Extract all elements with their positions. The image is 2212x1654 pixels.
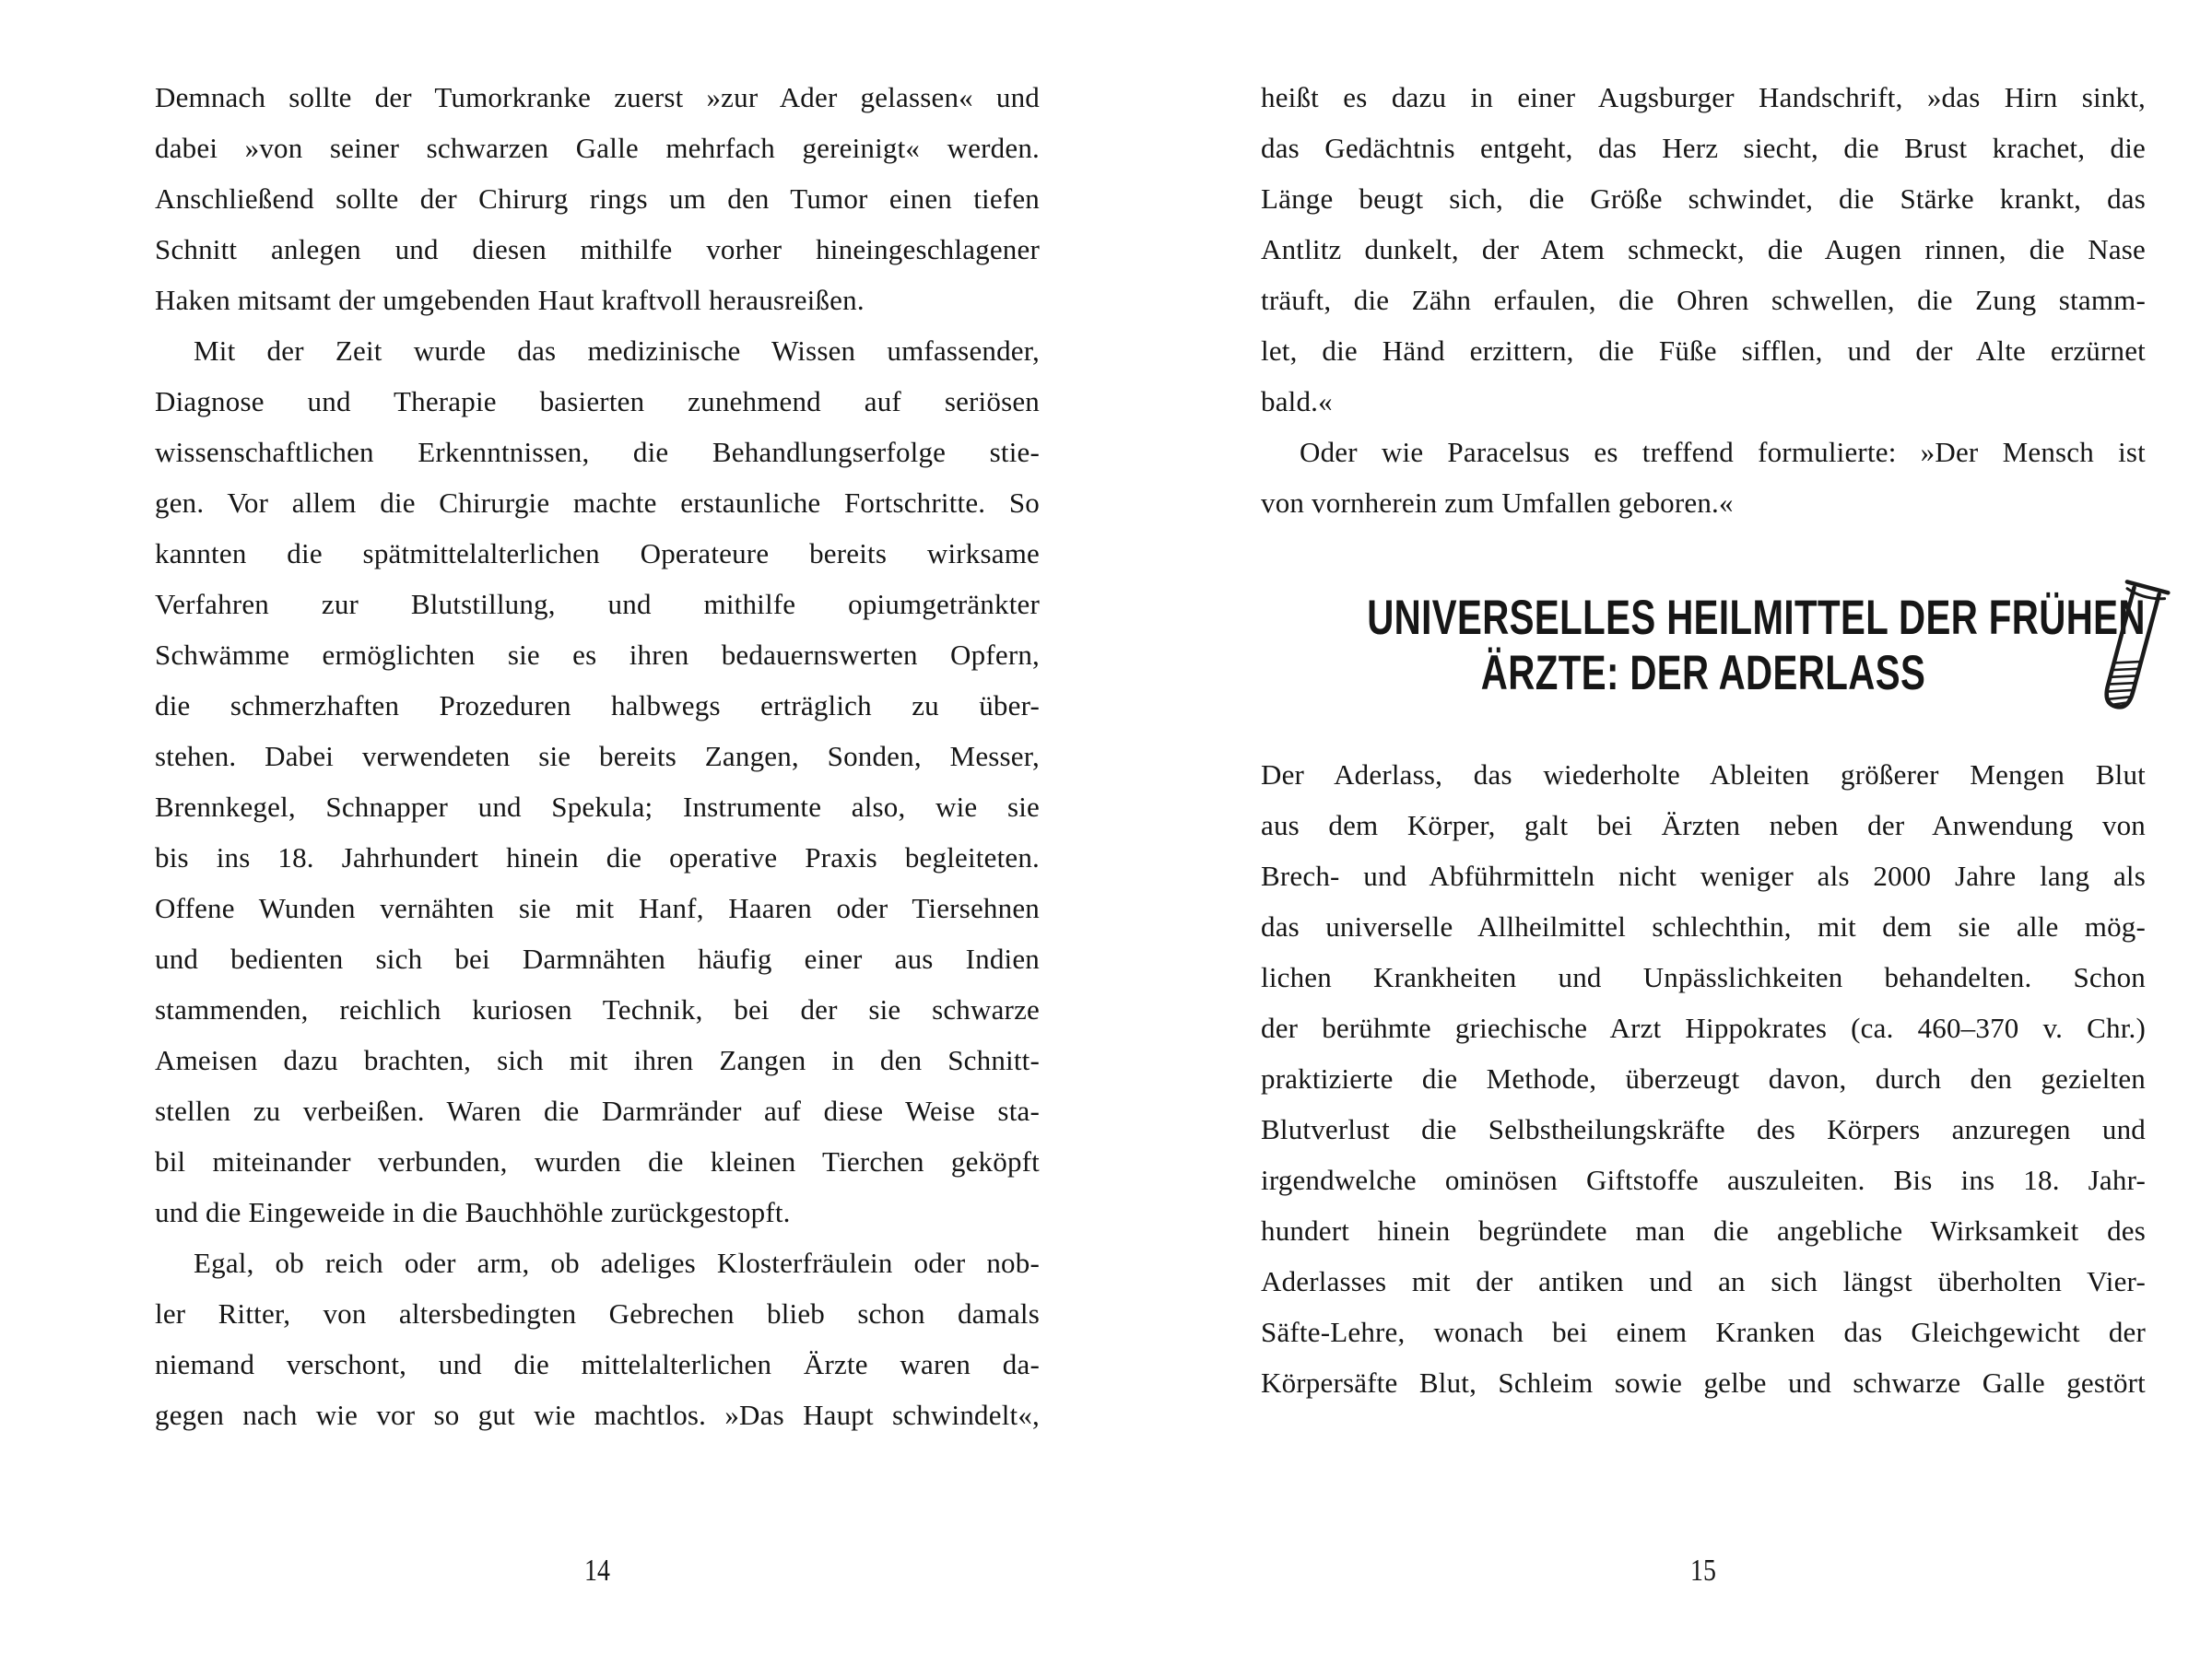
left-page-text [155,0,1040,1440]
text-line: Offene Wunden vernähten sie mit Hanf, Haaren oder Tiersehnen [155,892,1040,924]
paragraph [1261,72,2146,427]
text-line: und die Eingeweide in die Bauchhöhle zurückgestopft. [155,1196,791,1228]
text-line: heißt es dazu in einer Augsburger Handschrift, »das Hirn sinkt, [1261,81,2146,113]
page-number-left: 14 [584,1554,610,1588]
paragraph [1261,427,2146,528]
test-tube-icon [2085,570,2177,729]
text-line: die schmerzhaften Prozeduren halbwegs erträglich zu über- [155,689,1040,721]
text-line: Anschließend sollte der Chirurg rings um den Tumor einen tiefen [155,182,1040,215]
text-line: hundert hinein begründete man die angebliche Wirksamkeit des [1261,1214,2146,1247]
text-line: Brech- und Abführmitteln nicht weniger als 2000 Jahre lang als [1261,860,2146,892]
text-line: stellen zu verbeißen. Waren die Darmränder auf diese Weise sta- [155,1095,1040,1127]
text-line: Egal, ob reich oder arm, ob adeliges Klosterfräulein oder nob- [194,1247,1040,1279]
text-line: Körpersäfte Blut, Schleim sowie gelbe und schwarze Galle gestört [1261,1367,2146,1399]
text-line: wissenschaftlichen Erkenntnissen, die Behandlungserfolge stie- [155,436,1040,468]
section-heading [1261,591,2146,701]
paragraph [155,72,1040,325]
text-line: ler Ritter, von altersbedingten Gebrechen blieb schon damals [155,1297,1040,1330]
text-line: das Gedächtnis entgeht, das Herz siecht, die Brust krachet, die [1261,132,2146,164]
text-line: bil miteinander verbunden, wurden die kleinen Tierchen geköpft [155,1145,1040,1178]
right-page-text-top [1261,0,2146,528]
text-line: Haken mitsamt der umgebenden Haut kraftvoll herausreißen. [155,284,865,316]
paragraph [1261,749,2146,1408]
text-line: let, die Händ erzittern, die Füße sifflen, und der Alte erzürnet [1261,334,2146,367]
text-line: bald.« [1261,385,1333,417]
text-line: träuft, die Zähn erfaulen, die Ohren schwellen, die Zung stamm- [1261,284,2146,316]
section-heading-line-2: ÄRZTE: DER ADERLASS [1480,646,1926,700]
paragraph [155,325,1040,1238]
text-line: Der Aderlass, das wiederholte Ableiten größerer Mengen Blut [1261,758,2146,791]
text-line: der berühmte griechische Arzt Hippokrates (ca. 460–370 v. Chr.) [1261,1012,2146,1044]
text-line: Schnitt anlegen und diesen mithilfe vorher hineingeschlagener [155,233,1040,265]
text-line: gegen nach wie vor so gut wie machtlos. »Das Haupt schwindelt«, [155,1399,1040,1431]
text-line: stehen. Dabei verwendeten sie bereits Zangen, Sonden, Messer, [155,740,1040,772]
right-page [1261,0,2146,1654]
text-line: irgendwelche ominösen Giftstoffe auszuleiten. Bis ins 18. Jahr- [1261,1164,2146,1196]
text-line: und bedienten sich bei Darmnähten häufig einer aus Indien [155,943,1040,975]
text-line: bis ins 18. Jahrhundert hinein die operative Praxis begleiteten. [155,841,1040,874]
text-line: gen. Vor allem die Chirurgie machte erstaunliche Fortschritte. So [155,487,1040,519]
section-heading-line-1: UNIVERSELLES HEILMITTEL DER FRÜHEN [1367,591,2146,645]
text-line: das universelle Allheilmittel schlechthin, mit dem sie alle mög- [1261,910,2146,943]
text-line: von vornherein zum Umfallen geboren.« [1261,487,1734,519]
right-page-text-bottom [1261,749,2146,1408]
text-line: Demnach sollte der Tumorkranke zuerst »zur Ader gelassen« und [155,81,1040,113]
text-line: niemand verschont, und die mittelalterlichen Ärzte waren da- [155,1348,1040,1380]
paragraph [155,1238,1040,1440]
text-line: lichen Krankheiten und Unpässlichkeiten behandelten. Schon [1261,961,2146,993]
text-line: Aderlasses mit der antiken und an sich längst überholten Vier- [1261,1265,2146,1297]
text-line: kannten die spätmittelalterlichen Operateure bereits wirksame [155,537,1040,569]
text-line: aus dem Körper, galt bei Ärzten neben der Anwendung von [1261,809,2146,841]
text-line: Schwämme ermöglichten sie es ihren bedauernswerten Opfern, [155,639,1040,671]
text-line: Mit der Zeit wurde das medizinische Wissen umfassender, [194,334,1040,367]
page-number-right: 15 [1690,1554,1716,1588]
text-line: praktizierte die Methode, überzeugt davon, durch den gezielten [1261,1062,2146,1095]
text-line: Verfahren zur Blutstillung, und mithilfe opiumgetränkter [155,588,1040,620]
text-line: Brennkegel, Schnapper und Spekula; Instrumente also, wie sie [155,791,1040,823]
text-line: Oder wie Paracelsus es treffend formulierte: »Der Mensch ist [1300,436,2146,468]
left-page [155,0,1040,1654]
text-line: Säfte-Lehre, wonach bei einem Kranken das Gleichgewicht der [1261,1316,2146,1348]
text-line: Ameisen dazu brachten, sich mit ihren Zangen in den Schnitt- [155,1044,1040,1076]
text-line: dabei »von seiner schwarzen Galle mehrfach gereinigt« werden. [155,132,1040,164]
text-line: stammenden, reichlich kuriosen Technik, bei der sie schwarze [155,993,1040,1026]
text-line: Blutverlust die Selbstheilungskräfte des Körpers anzuregen und [1261,1113,2146,1145]
text-line: Antlitz dunkelt, der Atem schmeckt, die Augen rinnen, die Nase [1261,233,2146,265]
text-line: Diagnose und Therapie basierten zunehmend auf seriösen [155,385,1040,417]
text-line: Länge beugt sich, die Größe schwindet, die Stärke krankt, das [1261,182,2146,215]
